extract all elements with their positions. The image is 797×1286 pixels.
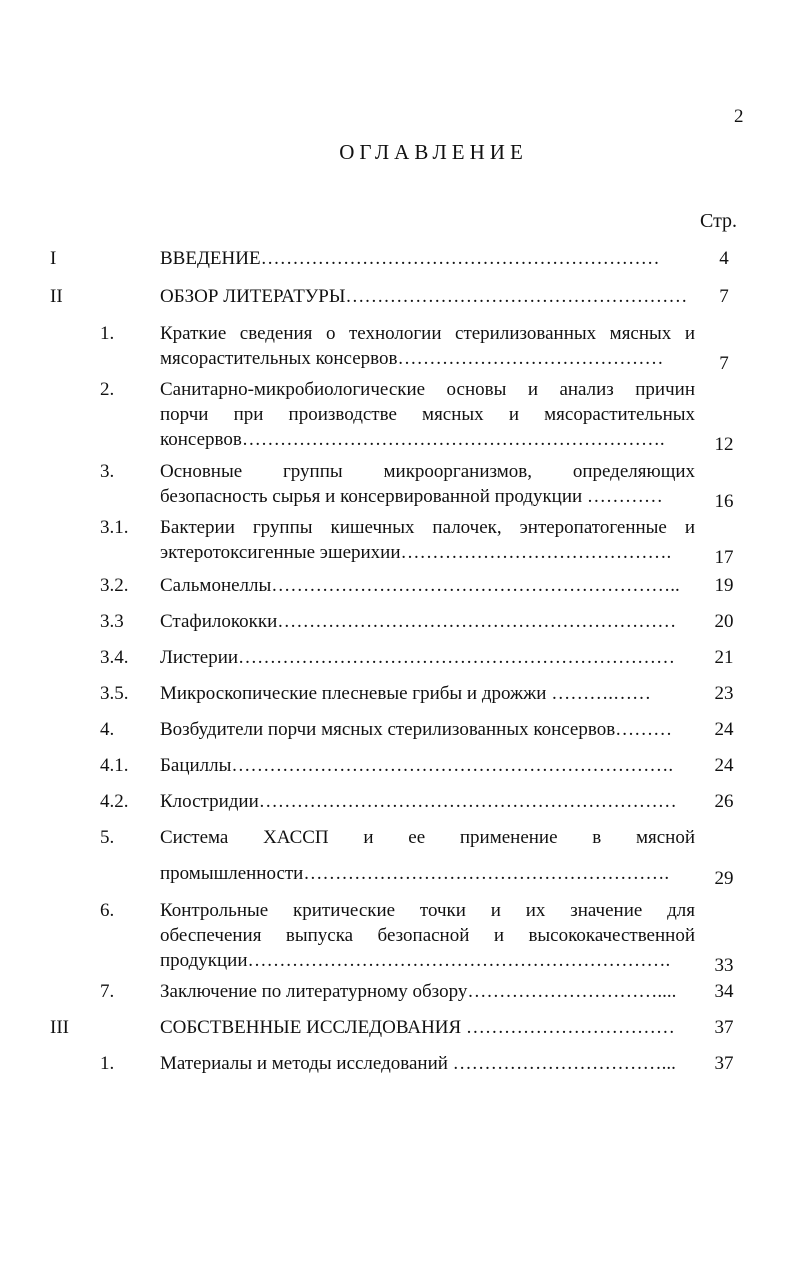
section-title [160,717,695,742]
page-ref: 16 [714,491,734,512]
section-number: 3.4. [100,647,129,668]
section-title [160,789,695,814]
section-number: 3.2. [100,575,129,596]
page-ref: 7 [719,286,729,307]
section-title [160,898,695,973]
page-ref: 37 [714,1017,734,1038]
section-title [160,609,695,634]
section-title-line: Возбудители порчи мясных стерилизованных консервов……… [160,719,673,740]
section-title [160,1051,695,1076]
page-ref: 7 [719,353,729,374]
section-title-line: Система ХАССП и ее применение в мясной [160,827,695,848]
section-number: 3.5. [100,683,129,704]
page-ref: 21 [714,647,734,668]
section-roman-numeral: I [50,248,57,269]
section-title [160,459,695,509]
page-column-header: Стр. [700,210,738,232]
section-number: 3.3 [100,611,124,632]
page-ref: 23 [714,683,734,704]
section-title-line: Контрольные критические точки и их значение для [160,900,695,921]
section-roman-numeral: II [50,286,63,307]
section-title-line: Клостридии………………………………………………………… [160,791,677,812]
page-ref: 33 [714,955,734,976]
section-number: 1. [100,323,115,344]
section-title [160,377,695,452]
section-number: 1. [100,1053,115,1074]
page-ref: 12 [714,434,734,455]
page-number: 2 [734,106,744,127]
section-title [160,681,695,706]
section-title-line: Материалы и методы исследований ……………………………... [160,1053,676,1074]
section-title-line: эктеротоксигенные эшерихии……………………………………. [160,542,672,563]
section-title [160,753,695,778]
section-number: 4. [100,719,115,740]
section-title [160,284,695,309]
section-roman-numeral: III [50,1017,69,1038]
section-title-line: промышленности…………………………………………………. [160,863,670,884]
section-title-line: продукции…………………………………………………………. [160,950,671,971]
section-title-line: Краткие сведения о технологии стерилизованных мясных и [160,323,695,344]
section-title-line: Стафилококки……………………………………………………… [160,611,677,632]
page-ref: 34 [714,981,734,1002]
section-title-line: мясорастительных консервов…………………………………… [160,348,664,369]
section-title-line: Бациллы……………………………………………………………. [160,755,674,776]
page-ref: 17 [714,547,734,568]
section-title-line: Листерии…………………………………………………………… [160,647,676,668]
section-title [160,645,695,670]
page-ref: 29 [714,868,734,889]
section-title-line: безопасность сырья и консервированной продукции ………… [160,486,663,507]
page-ref: 24 [714,719,734,740]
section-title [160,573,695,598]
section-title [160,825,695,897]
section-title-line: консервов…………………………………………………………. [160,429,665,450]
section-title-line: обеспечения выпуска безопасной и высококачественной [160,925,695,946]
section-title-line: Сальмонеллы……………………………………………………….. [160,575,680,596]
section-title-line: СОБСТВЕННЫЕ ИССЛЕДОВАНИЯ …………………………… [160,1017,675,1038]
section-title-line: Бактерии группы кишечных палочек, энтеропатогенные и [160,517,695,538]
section-title-line: Заключение по литературному обзору………………………….... [160,981,677,1002]
section-number: 4.2. [100,791,129,812]
section-title-line: Микроскопические плесневые грибы и дрожжи ……….…… [160,683,651,704]
section-title [160,321,695,371]
section-number: 6. [100,900,115,921]
page-ref: 19 [714,575,734,596]
page-ref: 20 [714,611,734,632]
page-ref: 26 [714,791,734,812]
page-ref: 37 [714,1053,734,1074]
section-title [160,979,695,1004]
section-title-line: порчи при производстве мясных и мясорастительных [160,404,695,425]
section-number: 3.1. [100,517,129,538]
section-number: 7. [100,981,115,1002]
section-number: 5. [100,827,115,848]
section-number: 4.1. [100,755,129,776]
section-title [160,515,695,565]
section-title-line: Основные группы микроорганизмов, определяющих [160,461,695,482]
page-ref: 4 [719,248,729,269]
page-ref: 24 [714,755,734,776]
section-number: 3. [100,461,115,482]
section-title-line: ОБЗОР ЛИТЕРАТУРЫ……………………………………………… [160,286,688,307]
section-number: 2. [100,379,115,400]
section-title [160,246,695,271]
section-title-line: Санитарно-микробиологические основы и анализ причин [160,379,695,400]
section-title [160,1015,695,1040]
section-title-line: ВВЕДЕНИЕ……………………………………………………… [160,248,660,269]
page-title: ОГЛАВЛЕНИЕ [339,140,528,164]
